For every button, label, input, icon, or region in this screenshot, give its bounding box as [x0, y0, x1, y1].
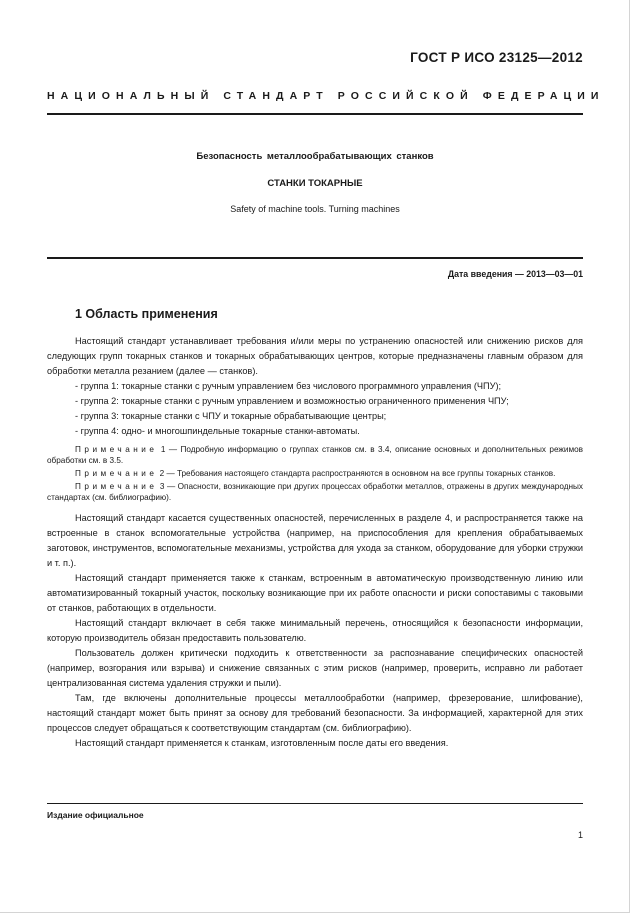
note-label: Примечание: [75, 445, 158, 454]
note-text: 3 — Опасности, возникающие при других процессах обработки металлов, отражены в других международных стандартах (см. библиографию).: [47, 482, 583, 502]
document-title: Безопасность металлообрабатывающих станков: [196, 151, 434, 162]
paragraph-hazards: Настоящий стандарт касается существенных опасностей, перечисленных в разделе 4, и распространяется также на встроенные в станок вспомогательные устройства (например, на приспособления для крепления обрабатываемых заготовок, инструментов, вспомогательные механизмы, устройства для ухода за станком, оборудование для уборки стружки и т. п.).: [47, 513, 583, 568]
list-item-group-4: - группа 4: одно- и многошпиндельные токарные станки-автоматы.: [75, 426, 360, 436]
page-number: 1: [577, 830, 583, 840]
english-title: Safety of machine tools. Turning machines: [230, 204, 400, 214]
paragraph-scope: Настоящий стандарт устанавливает требования и/или меры по устранению опасностей или снижению рисков для следующих групп токарных станков и токарных обрабатывающих центров, которые предназначены главным образом для обработки металла резанием (далее — станков).: [47, 336, 583, 376]
note-text: 2 — Требования настоящего стандарта распространяются в основном на все группы токарных станков.: [157, 469, 556, 478]
title-divider: [47, 257, 583, 259]
introduction-date: Дата введения — 2013—03—01: [447, 269, 583, 279]
note-label: Примечание: [75, 469, 158, 478]
notes-block: [47, 444, 583, 503]
top-divider: [47, 113, 583, 115]
national-standard-heading: НАЦИОНАЛЬНЫЙ СТАНДАРТ РОССИЙСКОЙ ФЕДЕРАЦИИ: [47, 90, 605, 102]
note-3: [47, 481, 583, 503]
list-item-group-3: - группа 3: токарные станки с ЧПУ и токарные обрабатывающие центры;: [75, 411, 387, 421]
note-text: 1 — Подробную информацию о группах станков см. в 3.4, описание основных и дополнительных режимов обработки см. в 3.5.: [47, 445, 583, 465]
list-item-group-1: - группа 1: токарные станки с ручным управлением без числового программного управления (ЧПУ);: [75, 381, 502, 391]
paragraph-additional: Там, где включены дополнительные процессы металлообработки (например, фрезерование, шлифование), настоящий стандарт может быть принят за основу для требований безопасности. За информацией, характерной для этих процессов следует обращаться к соответствующим стандартам (см. библиографию).: [47, 693, 583, 733]
note-1: [47, 444, 583, 466]
section-body: [47, 334, 583, 751]
list-item-group-2: - группа 2: токарные станки с ручным управлением и возможностью ограниченного применения ЧПУ;: [75, 396, 509, 406]
document-subtitle: СТАНКИ ТОКАРНЫЕ: [267, 178, 363, 189]
gost-code: ГОСТ Р ИСО 23125—2012: [410, 50, 583, 65]
paragraph-applicability: Настоящий стандарт применяется к станкам, изготовленным после даты его введения.: [75, 738, 449, 748]
paragraph-automation: Настоящий стандарт применяется также к станкам, встроенным в автоматическую производственную линию или автоматизированный токарный участок, поскольку возникающие при их работе опасности и риски сопоставимы с таковыми от станков, работающих в отдельности.: [47, 573, 583, 613]
section-heading: 1 Область применения: [75, 307, 218, 321]
note-label: Примечание: [75, 482, 158, 491]
footer-divider: [47, 803, 583, 804]
edition-label: Издание официальное: [47, 810, 144, 820]
paragraph-user: Пользователь должен критически подходить к ответственности за распознавание специфических опасностей (например, возгорания или взрыва) и снижение связанных с этим рисков (например, проверить, исправно ли работает централизованная система удаления стружки и пыли).: [47, 648, 583, 688]
paragraph-information: Настоящий стандарт включает в себя также минимальный перечень, относящийся к безопасности информации, которую производитель обязан предоставить пользователю.: [47, 618, 583, 643]
note-2: [47, 468, 583, 479]
